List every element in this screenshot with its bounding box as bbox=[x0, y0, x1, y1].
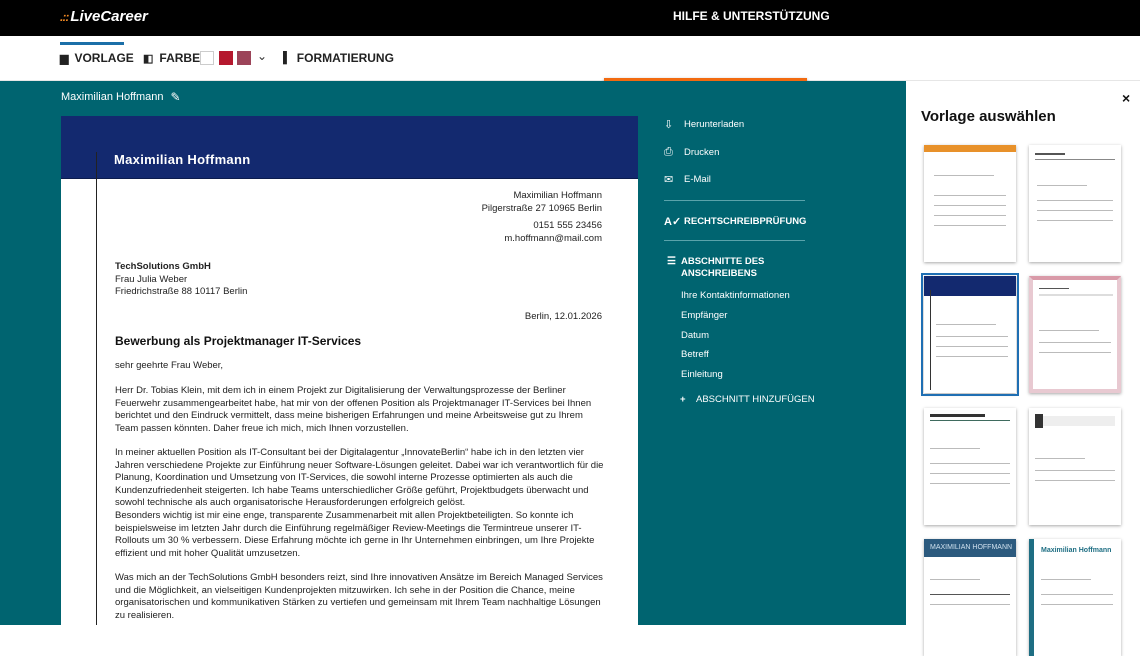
toolbar bbox=[0, 36, 1140, 81]
top-bar bbox=[0, 0, 1140, 36]
spellcheck-button[interactable]: A✓ RECHTSCHREIBPRÜFUNG bbox=[664, 216, 807, 228]
paragraph-1[interactable]: Herr Dr. Tobias Klein, mit dem ich in einem Projekt zur Digitalisierung der Verwaltungsprozesse der Berliner Feuerwehr zusammengearbeitet habe, hat mir von der offenen Position als Projektmanager IT-Services bei Ihnen berichtet und den Eindruck vermittelt, dass meine bisherigen Erfahrungen und meine Arbeitsweise gut zu Ihrem Team passen könnten. Daher freue ich mich, mich Ihnen vorzustellen. bbox=[115, 385, 592, 434]
plus-icon: + bbox=[680, 394, 686, 405]
template-thumb-caps[interactable] bbox=[924, 408, 1016, 525]
sender-block[interactable]: Maximilian Hoffmann Pilgerstraße 27 10965 Berlin 0151 555 23456 m.hoffmann@mail.com bbox=[481, 190, 602, 244]
download-icon: ⇩ bbox=[664, 119, 674, 131]
divider bbox=[664, 240, 805, 241]
list-icon: ☰ bbox=[667, 256, 676, 267]
template-thumb-pink[interactable] bbox=[1029, 276, 1121, 393]
section-introduction[interactable]: Einleitung bbox=[681, 369, 723, 380]
active-tab-indicator bbox=[60, 42, 124, 45]
template-thumb-grey-block[interactable] bbox=[1029, 408, 1121, 525]
subject-line[interactable]: Bewerbung als Projektmanager IT-Services bbox=[115, 334, 362, 348]
salutation[interactable]: sehr geehrte Frau Weber, bbox=[115, 360, 224, 371]
section-recipient[interactable]: Empfänger bbox=[681, 310, 728, 321]
print-button[interactable]: ⎙ Drucken bbox=[664, 146, 720, 158]
envelope-icon: ✉ bbox=[664, 174, 674, 186]
printer-icon: ⎙ bbox=[664, 146, 673, 158]
close-icon[interactable]: × bbox=[1122, 90, 1131, 106]
section-date[interactable]: Datum bbox=[681, 330, 709, 341]
tab-vorlage[interactable]: ▆ VORLAGE bbox=[60, 51, 134, 65]
email-button[interactable]: ✉ E-Mail bbox=[664, 174, 711, 186]
template-thumb-simple[interactable] bbox=[1029, 145, 1121, 262]
sections-heading: ☰ ABSCHNITTE DES ANSCHREIBENS bbox=[667, 256, 765, 279]
paint-icon: ◧ bbox=[143, 52, 154, 65]
editor-area bbox=[0, 81, 906, 625]
vertical-rule bbox=[96, 152, 97, 625]
color-swatch-red[interactable] bbox=[219, 51, 233, 65]
pencil-icon[interactable]: ✎ bbox=[170, 90, 181, 104]
section-contact-info[interactable]: Ihre Kontaktinformationen bbox=[681, 290, 790, 301]
document-name[interactable]: Maximilian Hoffmann ✎ bbox=[61, 90, 181, 104]
paragraph-2[interactable]: In meiner aktuellen Position als IT-Consultant bei der Digitalagentur „InnovateBerlin“ habe ich in den letzten vier Jahren verschiedene Projekte zur Einführung neuer Software-Lösungen geleitet. Dabei war ich verantwortlich für die Planung, Koordination und Umsetzung von IT-Services, die sowohl interne Prozesse optimierten als auch die Kundenzufriedenheit steigerten. Ich habe Teams unterschiedlicher Größe geführt, Projektbudgets überwacht und sowohl technische als auch organisatorische Herausforderungen erfolgreich gelöst. bbox=[115, 447, 604, 509]
letter-header-name: Maximilian Hoffmann bbox=[114, 152, 251, 167]
download-button[interactable]: ⇩ Herunterladen bbox=[664, 119, 745, 131]
template-thumb-orange[interactable] bbox=[924, 145, 1016, 262]
template-thumb-blue-banner[interactable]: MAXIMILIAN HOFFMANN bbox=[924, 539, 1016, 656]
section-subject[interactable]: Betreff bbox=[681, 349, 709, 360]
cover-letter-preview[interactable] bbox=[61, 116, 638, 625]
template-thumb-navy-selected[interactable] bbox=[924, 276, 1016, 393]
chevron-down-icon[interactable]: ⌄ bbox=[257, 49, 268, 63]
divider bbox=[664, 200, 805, 201]
livecareer-logo[interactable]: .:: LiveCareer bbox=[60, 8, 148, 25]
spellcheck-icon: A✓ bbox=[664, 216, 682, 228]
tab-farbe[interactable]: ◧ FARBE bbox=[143, 51, 201, 65]
panel-title: Vorlage auswählen bbox=[921, 108, 1056, 125]
document-icon: ▆ bbox=[60, 52, 69, 65]
add-section-button[interactable]: + ABSCHNITT HINZUFÜGEN bbox=[680, 394, 815, 405]
paragraph-3[interactable]: Besonders wichtig ist mir eine enge, transparente Zusammenarbeit mit allen Projektbeteiligten. So konnte ich beispielsweise im letzten Jahr durch die Einführung regelmäßiger Review-Meetings die Termintreue unserer IT-Rollouts um 30 % verbessern. Diese Erfahrung möchte ich gerne in Ihr Unternehmen einbringen, um Ihre Projekte effizient und mit hoher Qualität umzusetzen. bbox=[115, 510, 595, 559]
format-icon: ▌ bbox=[283, 52, 291, 64]
date-block[interactable]: Berlin, 12.01.2026 bbox=[524, 311, 602, 322]
paragraph-4[interactable]: Was mich an der TechSolutions GmbH besonders reizt, sind Ihre innovativen Ansätze im Bereich Managed Services und die Möglichkeit, an vielseitigen Kundenprojekten mitzuwirken. Ich sehe in der Position die Chance, meine organisatorischen und kommunikativen Stärken zu vertiefen und gemeinsam mit Ihrem Team nachhaltige Lösungen zu realisieren. bbox=[115, 572, 603, 621]
letter-header bbox=[61, 116, 638, 179]
color-swatch-rose[interactable] bbox=[237, 51, 251, 65]
color-swatch-white[interactable] bbox=[200, 51, 214, 65]
template-panel bbox=[906, 81, 1140, 625]
recipient-block[interactable]: TechSolutions GmbH Frau Julia Weber Friedrichstraße 88 10117 Berlin bbox=[115, 261, 248, 298]
help-support-link[interactable]: HILFE & UNTERSTÜTZUNG bbox=[673, 9, 830, 23]
tab-formatierung[interactable]: ▌ FORMATIERUNG bbox=[283, 51, 394, 65]
template-thumb-teal-side[interactable]: Maximilian Hoffmann bbox=[1029, 539, 1121, 656]
